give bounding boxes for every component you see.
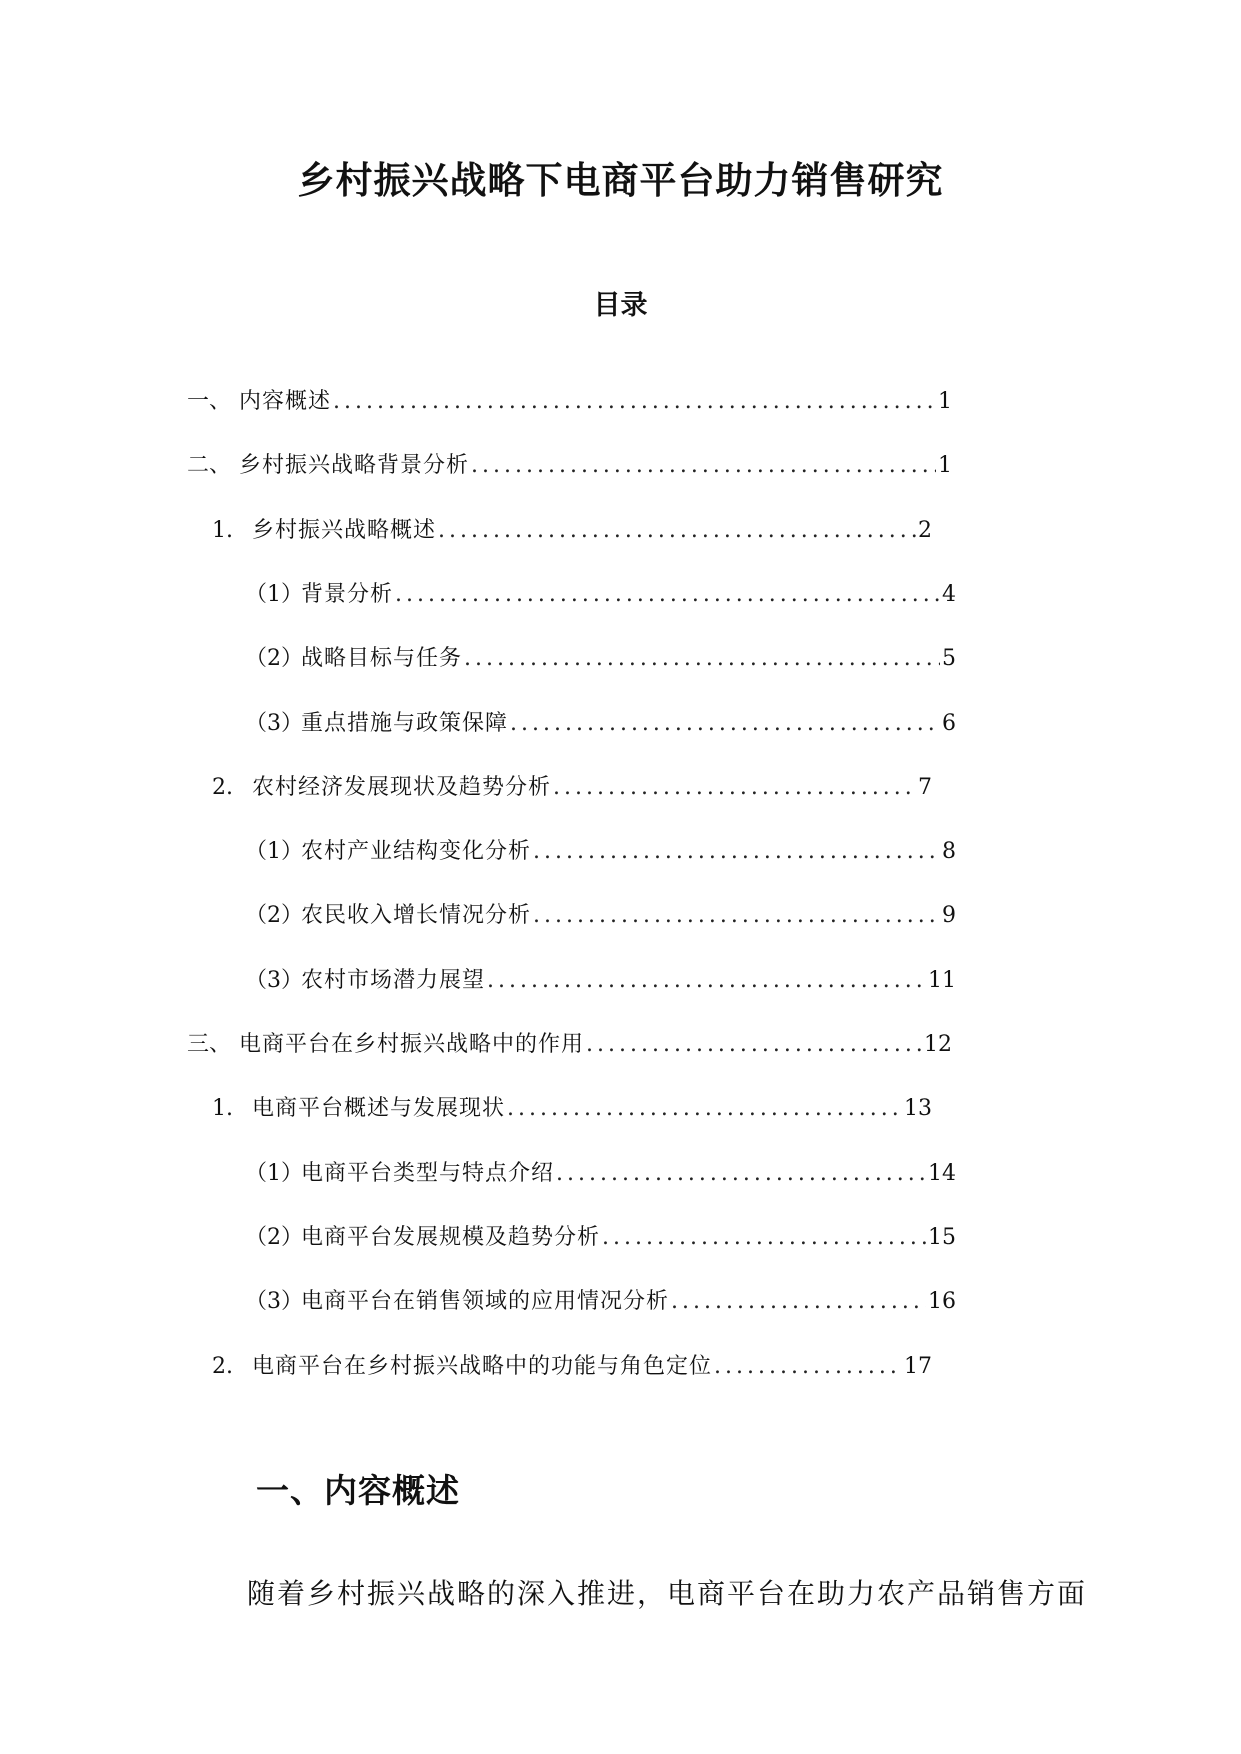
toc-entry-label: 乡村振兴战略概述: [252, 518, 437, 543]
toc-entry[interactable]: [245, 578, 956, 612]
toc-entry-page-number: 13: [904, 1096, 932, 1121]
toc-entry-label: 乡村振兴战略背景分析: [239, 453, 470, 478]
toc-entry-page-number: 5: [942, 646, 956, 671]
toc-entry-label: 电商平台在乡村振兴战略中的作用: [239, 1032, 585, 1057]
toc-entry-label: 内容概述: [239, 389, 332, 414]
toc-leader-dots: [464, 642, 940, 676]
toc-entry-page-number: 4: [942, 582, 956, 607]
toc-leader-dots: [714, 1350, 902, 1384]
toc-entry[interactable]: [187, 449, 952, 483]
toc-entry-number: 2.: [212, 775, 233, 800]
toc-entry-number: 2.: [212, 1354, 233, 1379]
toc-entry-label: 重点措施与政策保障: [301, 711, 509, 736]
toc-leader-dots: [553, 771, 916, 805]
toc-leader-dots: [556, 1157, 926, 1191]
toc-leader-dots: [438, 514, 916, 548]
toc-entry-label: 电商平台在乡村振兴战略中的功能与角色定位: [252, 1354, 713, 1379]
toc-entry[interactable]: [187, 385, 952, 419]
toc-entry[interactable]: [245, 642, 956, 676]
toc-entry-number: （2）: [245, 646, 303, 671]
toc-entry-number: 1.: [212, 1096, 233, 1121]
toc-entry-number: （2）: [245, 903, 303, 928]
toc-entry[interactable]: [212, 514, 932, 548]
toc-leader-dots: [510, 707, 940, 741]
toc-entry-page-number: 14: [928, 1161, 956, 1186]
toc-entry-page-number: 1: [938, 389, 952, 414]
toc-entry-page-number: 11: [928, 968, 956, 993]
toc-leader-dots: [602, 1221, 926, 1255]
toc-entry-label: 背景分析: [301, 582, 394, 607]
toc-entry-number: （1）: [245, 582, 303, 607]
toc-entry-page-number: 9: [942, 903, 956, 928]
toc-entry-page-number: 1: [938, 453, 952, 478]
section-heading: 一、内容概述: [256, 1471, 460, 1510]
toc-entry[interactable]: [245, 964, 956, 998]
toc-entry[interactable]: [245, 899, 956, 933]
toc-entry[interactable]: [245, 707, 956, 741]
toc-entry[interactable]: [245, 1221, 956, 1255]
toc-leader-dots: [671, 1285, 926, 1319]
toc-entry-number: 二、: [187, 453, 232, 478]
toc-leader-dots: [487, 964, 926, 998]
toc-entry-page-number: 8: [942, 839, 956, 864]
toc-entry-label: 电商平台类型与特点介绍: [301, 1161, 555, 1186]
toc-entry-number: （1）: [245, 1161, 303, 1186]
toc-entry-page-number: 6: [942, 711, 956, 736]
toc-entry-label: 农村经济发展现状及趋势分析: [252, 775, 552, 800]
toc-leader-dots: [507, 1092, 902, 1126]
toc-entry-page-number: 2: [918, 518, 932, 543]
toc-entry-number: 一、: [187, 389, 232, 414]
toc-entry[interactable]: [212, 1092, 932, 1126]
toc-leader-dots: [471, 449, 936, 483]
toc-entry-number: （3）: [245, 711, 303, 736]
toc-entry[interactable]: [212, 771, 932, 805]
toc-entry[interactable]: [245, 1285, 956, 1319]
toc-entry-label: 农村市场潜力展望: [301, 968, 486, 993]
toc-entry-page-number: 16: [928, 1289, 956, 1314]
toc-entry-number: （3）: [245, 968, 303, 993]
toc-entry-number: （1）: [245, 839, 303, 864]
document-title: 乡村振兴战略下电商平台助力销售研究: [297, 159, 944, 202]
body-paragraph: 随着乡村振兴战略的深入推进，电商平台在助力农产品销售方面: [247, 1577, 1088, 1610]
toc-entry-label: 电商平台概述与发展现状: [252, 1096, 506, 1121]
toc-entry-number: 1.: [212, 518, 233, 543]
toc-entry-page-number: 15: [928, 1225, 956, 1250]
toc-entry-number: 三、: [187, 1032, 232, 1057]
toc-leader-dots: [395, 578, 940, 612]
toc-entry[interactable]: [245, 835, 956, 869]
toc-entry-page-number: 7: [918, 775, 932, 800]
toc-leader-dots: [586, 1028, 922, 1062]
toc-heading: 目录: [593, 290, 648, 321]
toc-entry[interactable]: [212, 1350, 932, 1384]
toc-entry-number: （2）: [245, 1225, 303, 1250]
toc-entry-page-number: 17: [904, 1354, 932, 1379]
toc-entry-number: （3）: [245, 1289, 303, 1314]
toc-entry[interactable]: [187, 1028, 952, 1062]
toc-leader-dots: [533, 835, 940, 869]
toc-entry-page-number: 12: [924, 1032, 952, 1057]
toc-entry-label: 农民收入增长情况分析: [301, 903, 532, 928]
toc-entry-label: 农村产业结构变化分析: [301, 839, 532, 864]
toc-leader-dots: [333, 385, 936, 419]
toc-entry-label: 电商平台在销售领域的应用情况分析: [301, 1289, 670, 1314]
toc-entry[interactable]: [245, 1157, 956, 1191]
toc-entry-label: 战略目标与任务: [301, 646, 463, 671]
toc-leader-dots: [533, 899, 940, 933]
toc-entry-label: 电商平台发展规模及趋势分析: [301, 1225, 601, 1250]
